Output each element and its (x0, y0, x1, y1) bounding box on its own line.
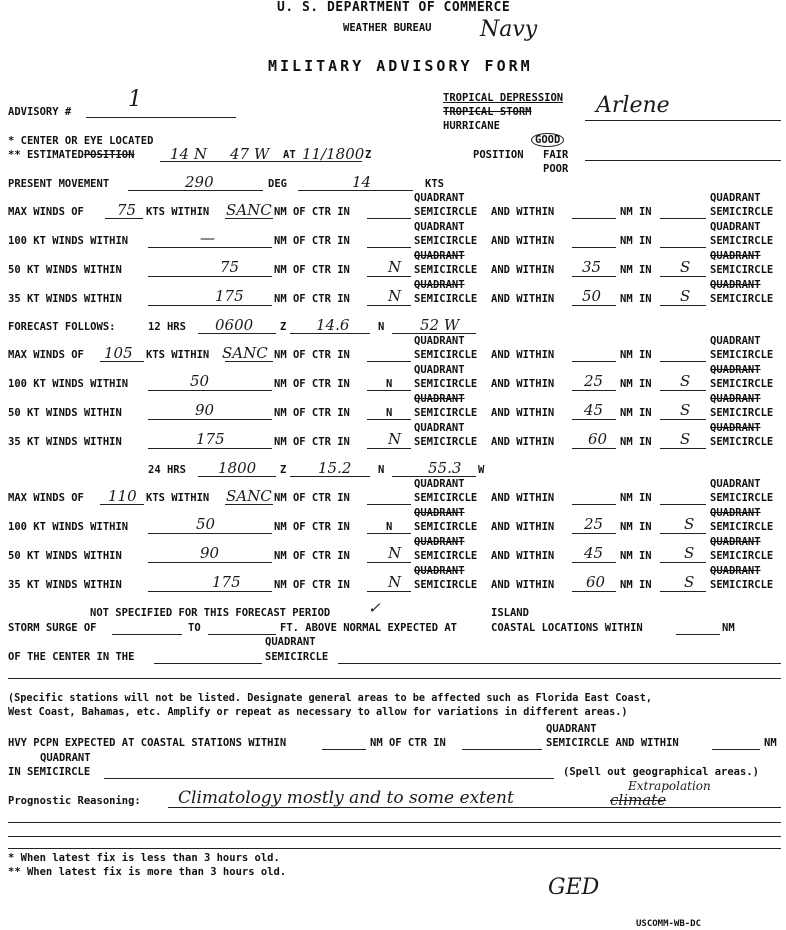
qb-line (660, 504, 706, 505)
q-line (367, 533, 411, 534)
w-label: W (478, 464, 485, 476)
semicircle-label: SEMICIRCLE (414, 235, 478, 247)
q-label: QUADRANT (414, 335, 465, 347)
q-line (367, 218, 411, 219)
fc12-w35-quad-a: N (388, 430, 402, 448)
semicircle-label: SEMICIRCLE (710, 378, 774, 390)
semicircle-label: SEMICIRCLE (414, 293, 478, 305)
b-line (572, 247, 616, 248)
and-within-label: AND WITHIN (491, 378, 555, 390)
fc12-w50-quad-b: S (680, 401, 691, 419)
surge-to-line (208, 634, 276, 635)
qb-line (660, 448, 706, 449)
q-label: QUADRANT (710, 478, 761, 490)
fc12-time: 0600 (215, 316, 254, 334)
semicircle-label: SEMICIRCLE (710, 206, 774, 218)
pcpn-nm: NM (764, 737, 777, 749)
fc12-w50-b: 45 (584, 401, 604, 419)
prognostic-text: Climatology mostly and to some extent (178, 788, 514, 808)
fc24-max-within: SANC (226, 487, 272, 505)
q-label: QUADRANT (710, 221, 761, 233)
b-line (572, 390, 616, 391)
and-within-label: AND WITHIN (491, 407, 555, 419)
movement-kts: KTS (425, 178, 444, 190)
q-line (367, 448, 411, 449)
pos-good: GOOD (531, 134, 564, 146)
q-line (367, 562, 411, 563)
footnote-1: * When latest fix is less than 3 hours old. (8, 852, 280, 864)
b-line (572, 305, 616, 306)
qb-line (660, 276, 706, 277)
q-label: QUADRANT (710, 279, 761, 291)
semicircle-label: SEMICIRCLE (414, 349, 478, 361)
surge-island: ISLAND (491, 607, 529, 619)
nm-ctr-label: NM OF CTR IN (274, 407, 350, 419)
w50-label: 50 KT WINDS WITHIN (8, 550, 122, 562)
w50-line (148, 562, 272, 563)
surge-nm: NM (722, 622, 735, 634)
note-line1: (Specific stations will not be listed. Designate general areas to be affected such as Florida East Coast, (8, 693, 653, 704)
fc12-w100-quad-b: S (680, 372, 691, 390)
semicircle-label: SEMICIRCLE (710, 579, 774, 591)
semicircle-label: SEMICIRCLE (710, 264, 774, 276)
pcpn-spell-out: (Spell out geographical areas.) (563, 766, 759, 778)
b-line (572, 562, 616, 563)
qb-line (660, 419, 706, 420)
center-lon: 47 W (230, 145, 270, 163)
and-within-label: AND WITHIN (491, 492, 555, 504)
and-within-label: AND WITHIN (491, 521, 555, 533)
q-label: QUADRANT (414, 422, 465, 434)
pcpn-nm-ctr: NM OF CTR IN (370, 737, 446, 749)
fc12-w35-quad-b: S (680, 430, 691, 448)
semicircle-label: SEMICIRCLE (710, 521, 774, 533)
w35-label: 35 KT WINDS WITHIN (8, 579, 122, 591)
nm-in-label: NM IN (620, 492, 652, 504)
semicircle-label: SEMICIRCLE (710, 293, 774, 305)
movement-direction: 290 (185, 173, 214, 191)
b-line (572, 591, 616, 592)
surge-area-line (338, 663, 781, 664)
qb-line (660, 533, 706, 534)
surge-line2: OF THE CENTER IN THE (8, 651, 135, 663)
pcpn-nm-line (322, 749, 366, 750)
w100-line (148, 247, 272, 248)
and-within-label: AND WITHIN (491, 264, 555, 276)
q-line (367, 247, 411, 248)
qb-line (660, 247, 706, 248)
movement-label: PRESENT MOVEMENT (8, 178, 110, 190)
q-line (367, 305, 411, 306)
fc24-w50-quad-a: N (388, 544, 402, 562)
storm-name-line (585, 120, 781, 121)
fc24-w100-quad-b: S (684, 515, 695, 533)
semicircle-label: SEMICIRCLE (414, 550, 478, 562)
nm-ctr-label: NM OF CTR IN (274, 521, 350, 533)
b-line (572, 218, 616, 219)
w100-value: — (200, 229, 215, 247)
q-label: QUADRANT (414, 565, 465, 577)
position-label: POSITION (473, 149, 524, 161)
w50-value-b: 35 (582, 258, 602, 276)
nm-in-label: NM IN (620, 349, 652, 361)
prognostic-line4 (8, 848, 781, 849)
semicircle-label: SEMICIRCLE (414, 521, 478, 533)
nm-ctr-label: NM OF CTR IN (274, 206, 350, 218)
nm-in-label: NM IN (620, 436, 652, 448)
qb-line (660, 305, 706, 306)
q-label: QUADRANT (710, 393, 761, 405)
fc12-w100-quad-a: N (386, 378, 393, 390)
surge-line1: STORM SURGE OF (8, 622, 97, 634)
check-mark-icon: ✓ (368, 599, 381, 617)
blank-line (8, 678, 781, 679)
w35-line (148, 591, 272, 592)
qb-line (660, 562, 706, 563)
prognostic-label: Prognostic Reasoning: (8, 795, 141, 807)
prognostic-extra: Extrapolation (628, 779, 711, 793)
pcpn-nm2-line (712, 749, 760, 750)
footnote-2: ** When latest fix is more than 3 hours old. (8, 866, 287, 878)
nm-ctr-label: NM OF CTR IN (274, 264, 350, 276)
qb-line (660, 361, 706, 362)
nm-in-label: NM IN (620, 378, 652, 390)
semicircle-label: SEMICIRCLE (710, 407, 774, 419)
advisory-label: ADVISORY # (8, 106, 72, 118)
w100-line (148, 533, 272, 534)
nm-ctr-label: NM OF CTR IN (274, 378, 350, 390)
and-within-label: AND WITHIN (491, 206, 555, 218)
nm-in-label: NM IN (620, 550, 652, 562)
dept-title: U. S. DEPARTMENT OF COMMERCE (277, 0, 511, 15)
h24-label: 24 HRS (148, 464, 186, 476)
prognostic-line1 (168, 807, 781, 808)
surge-coastal: COASTAL LOCATIONS WITHIN (491, 622, 643, 634)
fc24-lon: 55.3 (428, 459, 462, 477)
fc24-lat: 15.2 (318, 459, 352, 477)
w50-line (148, 419, 272, 420)
and-within-label: AND WITHIN (491, 436, 555, 448)
q-label: QUADRANT (710, 507, 761, 519)
qb-line (660, 591, 706, 592)
w35-value-b: 50 (582, 287, 602, 305)
nm-ctr-label: NM OF CTR IN (274, 579, 350, 591)
pos-fair: FAIR (543, 149, 569, 161)
prognostic-line3 (8, 836, 781, 837)
b-line (572, 361, 616, 362)
q-label: QUADRANT (710, 536, 761, 548)
fc12-max-wind: 105 (104, 344, 133, 362)
max-winds-label: MAX WINDS OF (8, 349, 84, 361)
pcpn-in-semicircle: IN SEMICIRCLE (8, 766, 91, 778)
storm-name: Arlene (596, 93, 670, 118)
fc24-w35: 175 (212, 573, 241, 591)
fc12-w100: 50 (190, 372, 210, 390)
w35-quad-b: S (680, 287, 691, 305)
semicircle-label: SEMICIRCLE (710, 235, 774, 247)
q-line (367, 390, 411, 391)
max-wind-value: 75 (117, 201, 137, 219)
fc24-w100: 50 (196, 515, 216, 533)
q-line (367, 419, 411, 420)
nm-in-label: NM IN (620, 264, 652, 276)
kts-within-label: KTS WITHIN (146, 206, 210, 218)
center-z: Z (365, 149, 372, 161)
fc12-w50: 90 (195, 401, 215, 419)
semicircle-label: SEMICIRCLE (710, 436, 774, 448)
movement-speed: 14 (352, 173, 372, 191)
w35-line (148, 448, 272, 449)
q-label: QUADRANT (414, 279, 465, 291)
semicircle-label: SEMICIRCLE (414, 206, 478, 218)
fc12-w35: 175 (196, 430, 225, 448)
pcpn-line1: HVY PCPN EXPECTED AT COASTAL STATIONS WITHIN (8, 737, 287, 749)
max-winds-label: MAX WINDS OF (8, 492, 84, 504)
nm-in-label: NM IN (620, 521, 652, 533)
fc24-w35-quad-a: N (388, 573, 402, 591)
kts-within-label: KTS WITHIN (146, 492, 210, 504)
q-label: QUADRANT (414, 221, 465, 233)
fc24-time: 1800 (218, 459, 257, 477)
kts-within-label: KTS WITHIN (146, 349, 210, 361)
w35-quad-a: N (388, 287, 402, 305)
center-time: 11/1800 (302, 145, 365, 163)
center-lat: 14 N (170, 145, 207, 163)
nm-ctr-label: NM OF CTR IN (274, 492, 350, 504)
b-line (572, 419, 616, 420)
form-number: USCOMM-WB-DC (636, 919, 702, 929)
initials: GED (548, 875, 600, 900)
surge-ft-above: FT. ABOVE NORMAL EXPECTED AT (280, 622, 458, 634)
nm-in-label: NM IN (620, 235, 652, 247)
semicircle-label: SEMICIRCLE (710, 550, 774, 562)
b-line (572, 504, 616, 505)
position-line (585, 160, 781, 161)
fc12-w50-quad-a: N (386, 407, 393, 419)
nm-ctr-label: NM OF CTR IN (274, 235, 350, 247)
surge-quad-line (154, 663, 262, 664)
nm-in-label: NM IN (620, 407, 652, 419)
type-ts: TROPICAL STORM (443, 106, 532, 118)
nm-ctr-label: NM OF CTR IN (274, 349, 350, 361)
not-specified: NOT SPECIFIED FOR THIS FORECAST PERIOD (90, 607, 331, 619)
surge-semicircle: SEMICIRCLE (265, 651, 329, 663)
b-line (572, 448, 616, 449)
fc24-w35-quad-b: S (684, 573, 695, 591)
surge-to: TO (188, 622, 201, 634)
w50-quad-a: N (388, 258, 402, 276)
fc12-w100-b: 25 (584, 372, 604, 390)
b-line (572, 533, 616, 534)
semicircle-label: SEMICIRCLE (710, 349, 774, 361)
center-line1: * CENTER OR EYE LOCATED (8, 135, 154, 147)
center-at: AT (283, 149, 296, 161)
semicircle-label: SEMICIRCLE (414, 264, 478, 276)
prognostic-line2 (8, 822, 781, 823)
pcpn-area-line (104, 778, 554, 779)
q-line (367, 276, 411, 277)
semicircle-label: SEMICIRCLE (414, 492, 478, 504)
type-td: TROPICAL DEPRESSION (443, 92, 564, 104)
n-label: N (378, 321, 385, 333)
semicircle-label: SEMICIRCLE (414, 436, 478, 448)
q-label: QUADRANT (710, 335, 761, 347)
nm-ctr-label: NM OF CTR IN (274, 293, 350, 305)
max-winds-label: MAX WINDS OF (8, 206, 84, 218)
w100-label: 100 KT WINDS WITHIN (8, 378, 129, 390)
and-within-label: AND WITHIN (491, 349, 555, 361)
w50-line (148, 276, 272, 277)
q-label: QUADRANT (710, 422, 761, 434)
q-label: QUADRANT (414, 364, 465, 376)
fc24-w50-quad-b: S (684, 544, 695, 562)
n-label: N (378, 464, 385, 476)
semicircle-label: SEMICIRCLE (414, 579, 478, 591)
and-within-label: AND WITHIN (491, 235, 555, 247)
form-title: MILITARY ADVISORY FORM (268, 57, 533, 75)
fc12-max-within: SANC (222, 344, 268, 362)
w35-label: 35 KT WINDS WITHIN (8, 436, 122, 448)
and-within-label: AND WITHIN (491, 579, 555, 591)
q-line (367, 591, 411, 592)
q-label: QUADRANT (710, 250, 761, 262)
w50-value: 75 (220, 258, 240, 276)
w50-label: 50 KT WINDS WITHIN (8, 264, 122, 276)
q-label: QUADRANT (414, 393, 465, 405)
and-within-label: AND WITHIN (491, 550, 555, 562)
semicircle-label: SEMICIRCLE (414, 378, 478, 390)
w100-label: 100 KT WINDS WITHIN (8, 521, 129, 533)
q-label: QUADRANT (710, 192, 761, 204)
max-within-value: SANC (226, 201, 272, 219)
fc12-lon: 52 W (420, 316, 460, 334)
z-label: Z (280, 321, 287, 333)
q-label: QUADRANT (710, 565, 761, 577)
pcpn-quad-line (462, 749, 542, 750)
fc24-w100-quad-a: N (386, 521, 393, 533)
q-line (367, 361, 411, 362)
q-label: QUADRANT (414, 507, 465, 519)
w35-line (148, 305, 272, 306)
navy-handwritten: Navy (480, 17, 538, 42)
w100-line (148, 390, 272, 391)
w35-value: 175 (215, 287, 244, 305)
note-line2: West Coast, Bahamas, etc. Amplify or repeat as necessary to allow for variations in different areas.) (8, 707, 628, 718)
surge-quadrant: QUADRANT (265, 636, 316, 648)
h12-label: 12 HRS (148, 321, 186, 333)
forecast-follows: FORECAST FOLLOWS: (8, 321, 116, 333)
fc24-w50-b: 45 (584, 544, 604, 562)
q-label: QUADRANT (414, 250, 465, 262)
nm-ctr-label: NM OF CTR IN (274, 436, 350, 448)
b-line (572, 276, 616, 277)
qb-line (660, 218, 706, 219)
nm-in-label: NM IN (620, 293, 652, 305)
fc24-w35-b: 60 (586, 573, 606, 591)
advisory-number: 1 (128, 87, 142, 112)
semicircle-label: SEMICIRCLE (710, 492, 774, 504)
pos-poor: POOR (543, 163, 569, 175)
q-label: QUADRANT (710, 364, 761, 376)
w50-label: 50 KT WINDS WITHIN (8, 407, 122, 419)
nm-ctr-label: NM OF CTR IN (274, 550, 350, 562)
bureau-title: WEATHER BUREAU (343, 22, 432, 34)
z-label: Z (280, 464, 287, 476)
pcpn-quadrant: QUADRANT (546, 723, 597, 735)
prognostic-strike: climate (610, 791, 667, 809)
pcpn-semicircle-and: SEMICIRCLE AND WITHIN (546, 737, 679, 749)
pcpn-quadrant2: QUADRANT (40, 752, 91, 764)
advisory-line (86, 117, 236, 118)
q-label: QUADRANT (414, 478, 465, 490)
movement-deg: DEG (268, 178, 287, 190)
w35-label: 35 KT WINDS WITHIN (8, 293, 122, 305)
nm-in-label: NM IN (620, 206, 652, 218)
and-within-label: AND WITHIN (491, 293, 555, 305)
semicircle-label: SEMICIRCLE (414, 407, 478, 419)
center-line2: ** ESTIMATEDPOSITION (8, 149, 135, 161)
fc24-w100-b: 25 (584, 515, 604, 533)
surge-from-line (112, 634, 182, 635)
w50-quad-b: S (680, 258, 691, 276)
q-line (367, 504, 411, 505)
fc12-w35-b: 60 (588, 430, 608, 448)
type-hurricane: HURRICANE (443, 120, 500, 132)
fc12-lat: 14.6 (316, 316, 350, 334)
fc24-w50: 90 (200, 544, 220, 562)
center-line (160, 161, 362, 162)
qb-line (660, 390, 706, 391)
q-label: QUADRANT (414, 192, 465, 204)
fc24-max-wind: 110 (108, 487, 137, 505)
surge-nm-line (676, 634, 720, 635)
nm-in-label: NM IN (620, 579, 652, 591)
w100-label: 100 KT WINDS WITHIN (8, 235, 129, 247)
q-label: QUADRANT (414, 536, 465, 548)
